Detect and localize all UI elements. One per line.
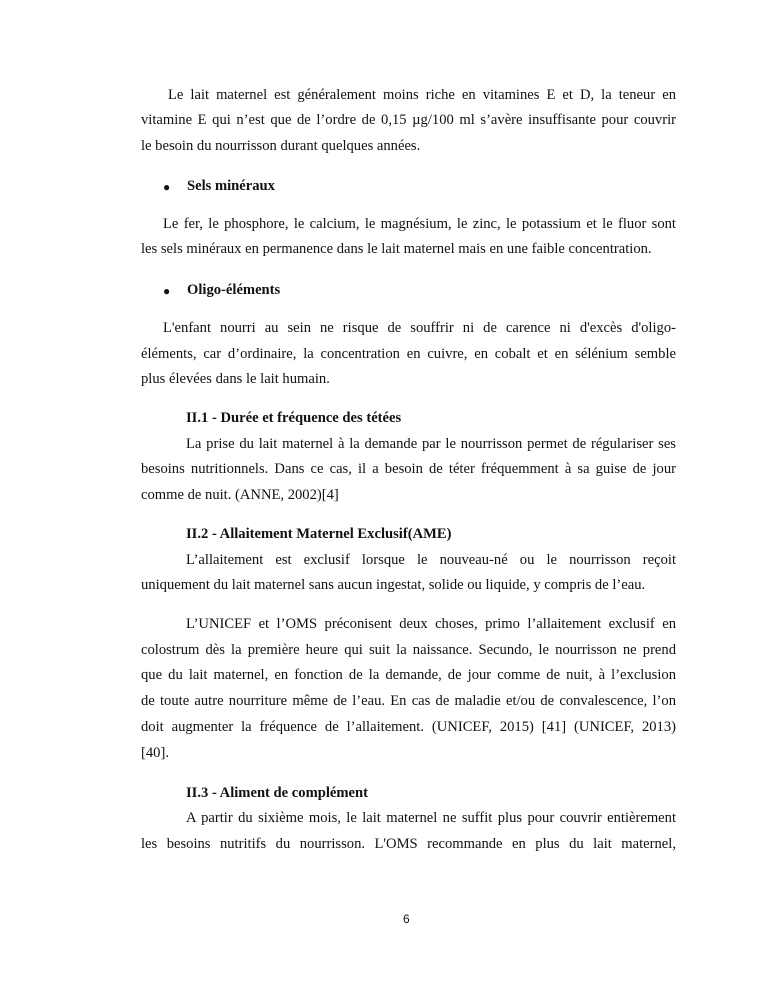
bullet-icon: ● xyxy=(163,180,171,194)
paragraph-line: besoins nutritionnels. Dans ce cas, il a besoin de téter fréquemment à sa guise de jour xyxy=(141,461,676,477)
paragraph-line: de toute autre nourriture même de l’eau. En cas de maladie et/ou de convalescence, l’on xyxy=(141,693,676,709)
paragraph-line: Le fer, le phosphore, le calcium, le magnésium, le zinc, le potassium et le fluor sont xyxy=(163,216,676,232)
section-heading: II.3 - Aliment de complément xyxy=(186,785,368,801)
paragraph-line: L’allaitement est exclusif lorsque le nouveau-né ou le nourrisson reçoit xyxy=(186,552,676,568)
paragraph-line: doit augmenter la fréquence de l’allaitement. (UNICEF, 2015) [41] (UNICEF, 2013) xyxy=(141,719,676,735)
section-heading: Oligo-éléments xyxy=(187,282,281,298)
paragraph-line: que du lait maternel, en fonction de la demande, de jour comme de nuit, à l’exclusion xyxy=(141,667,676,683)
page-number: 6 xyxy=(403,912,410,926)
paragraph-line: vitamine E qui n’est que de l’ordre de 0,15 µg/100 ml s’avère insuffisante pour couvrir xyxy=(141,112,676,128)
paragraph-line: [40]. xyxy=(141,745,169,761)
paragraph-line: A partir du sixième mois, le lait maternel ne suffit plus pour couvrir entièrement xyxy=(186,810,676,826)
paragraph-line: les sels minéraux en permanence dans le lait maternel mais en une faible concentration. xyxy=(141,241,652,257)
section-heading: II.1 - Durée et fréquence des tétées xyxy=(186,410,402,426)
section-heading: II.2 - Allaitement Maternel Exclusif(AME) xyxy=(186,526,452,542)
paragraph-line: plus élevées dans le lait humain. xyxy=(141,371,330,387)
paragraph-line: uniquement du lait maternel sans aucun ingestat, solide ou liquide, y compris de l’eau. xyxy=(141,577,646,593)
paragraph-line: La prise du lait maternel à la demande par le nourrisson permet de régulariser ses xyxy=(186,436,676,452)
paragraph-line: comme de nuit. (ANNE, 2002)[4] xyxy=(141,487,339,503)
paragraph-line: Le lait maternel est généralement moins riche en vitamines E et D, la teneur en xyxy=(168,87,676,103)
paragraph-line: colostrum dès la première heure qui suit la naissance. Secundo, le nourrisson ne prend xyxy=(141,642,676,658)
paragraph-line: éléments, car d’ordinaire, la concentration en cuivre, en cobalt et en sélénium semble xyxy=(141,346,676,362)
paragraph-line: les besoins nutritifs du nourrisson. L'OMS recommande en plus du lait maternel, xyxy=(141,836,676,852)
paragraph-line: L’UNICEF et l’OMS préconisent deux choses, primo l’allaitement exclusif en xyxy=(186,616,676,632)
section-heading: Sels minéraux xyxy=(187,178,275,194)
paragraph-line: le besoin du nourrisson durant quelques années. xyxy=(141,138,421,154)
paragraph-line: L'enfant nourri au sein ne risque de souffrir ni de carence ni d'excès d'oligo- xyxy=(163,320,676,336)
bullet-icon: ● xyxy=(163,284,171,298)
